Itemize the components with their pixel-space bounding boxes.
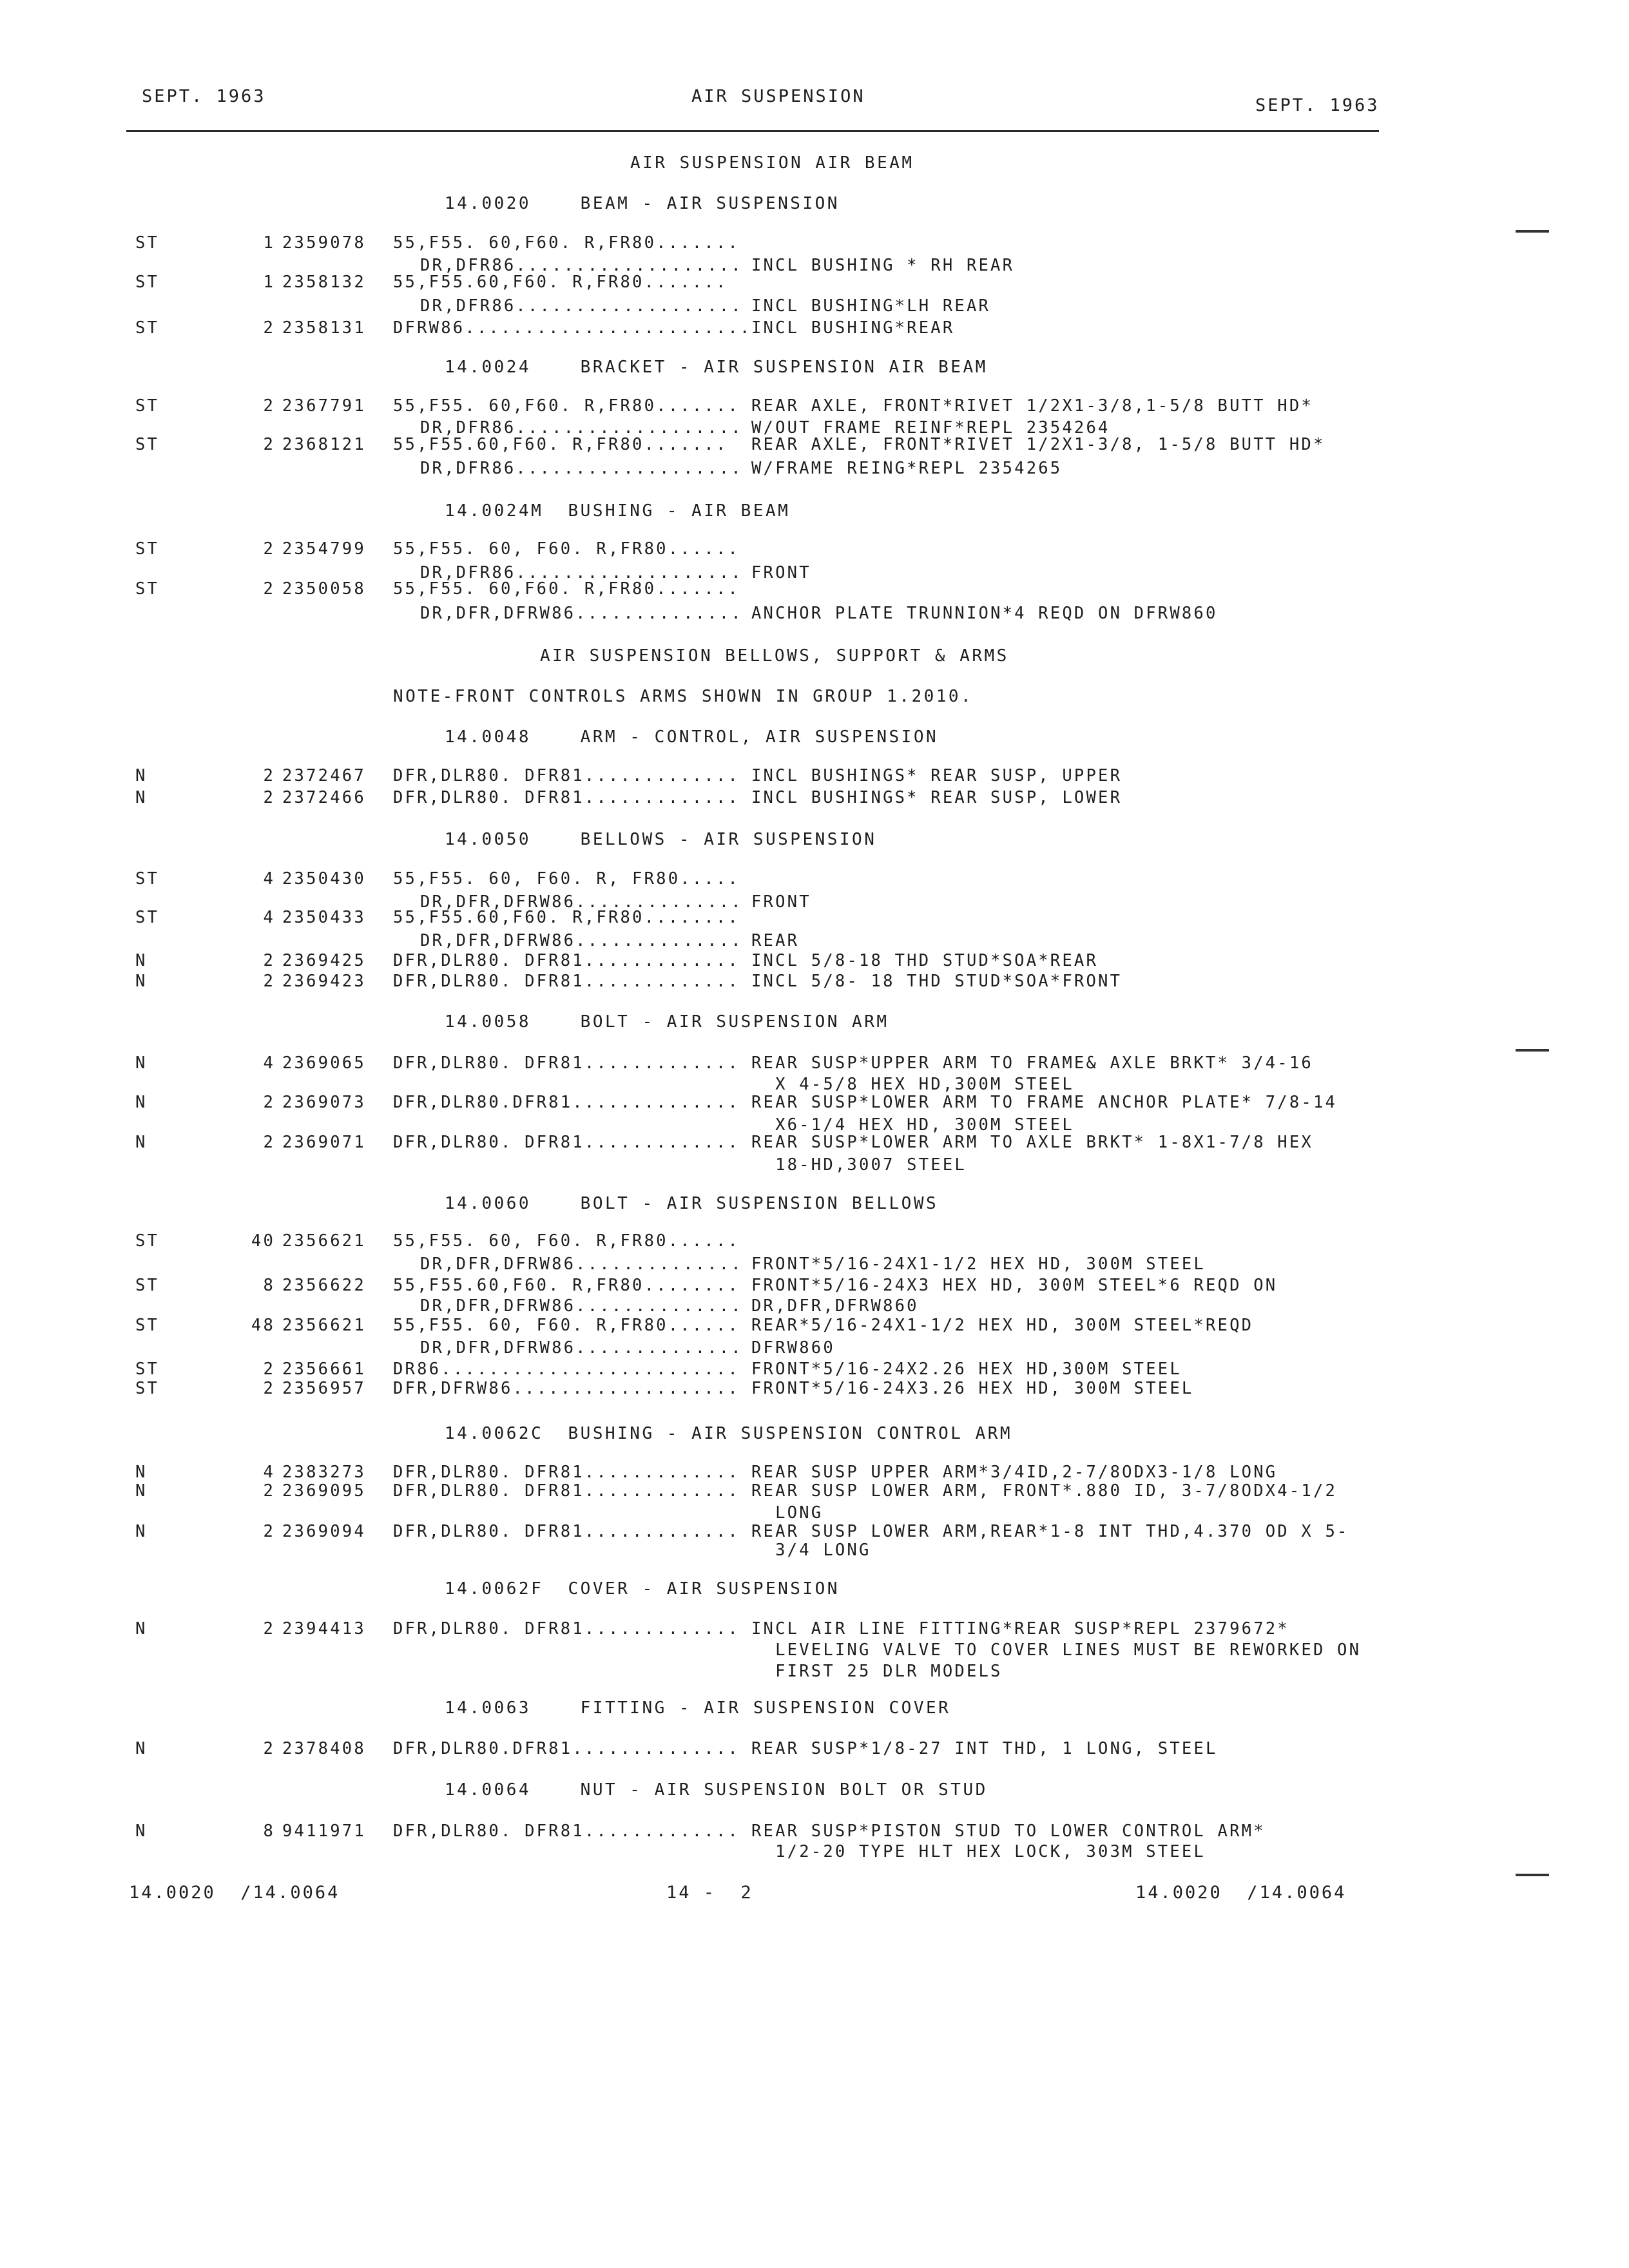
group-title: 14.0024 BRACKET - AIR SUSPENSION AIR BEAM [445,358,988,377]
model-applicability: DR,DFR86................... [420,296,743,316]
section-title-air-beam: AIR SUSPENSION AIR BEAM [630,153,914,173]
quantity: 2 [263,435,275,454]
part-number: 2369095 [282,1481,366,1501]
part-number: 2378408 [282,1739,366,1758]
quantity: 2 [263,1133,275,1152]
part-number: 2356621 [282,1231,366,1251]
model-applicability: 55,F55. 60, F60. R,FR80...... [393,539,740,559]
model-applicability: 55,F55. 60, F60. R,FR80...... [393,1316,740,1335]
quantity: 2 [263,1619,275,1639]
model-applicability: DFR,DLR80. DFR81............. [393,951,740,970]
supply-code: N [135,1133,148,1152]
model-applicability: DR,DFR,DFRW86.............. [420,1296,743,1316]
quantity: 48 [251,1316,275,1335]
quantity: 2 [263,766,275,785]
supply-code: ST [135,233,160,253]
part-description: INCL AIR LINE FITTING*REAR SUSP*REPL 2379672* [751,1619,1289,1639]
part-description: INCL 5/8- 18 THD STUD*SOA*FRONT [751,972,1123,991]
part-description: INCL BUSHING*REAR [751,318,955,338]
part-number: 2394413 [282,1619,366,1639]
supply-code: N [135,1481,148,1501]
model-applicability: DFR,DLR80. DFR81............. [393,766,740,785]
model-applicability: DR,DFR,DFRW86.............. [420,604,743,623]
model-applicability: DFR,DLR80. DFR81............. [393,1821,740,1841]
part-number: 2350433 [282,908,366,927]
part-description: FRONT*5/16-24X2.26 HEX HD,300M STEEL [751,1360,1182,1379]
supply-code: ST [135,579,160,599]
model-applicability: DR,DFR,DFRW86.............. [420,892,743,912]
quantity: 2 [263,539,275,559]
part-description: REAR AXLE, FRONT*RIVET 1/2X1-3/8,1-5/8 BUTT HD* [751,396,1313,416]
quantity: 2 [263,1360,275,1379]
quantity: 2 [263,396,275,416]
part-number: 2367791 [282,396,366,416]
part-number: 2356661 [282,1360,366,1379]
part-number: 2354799 [282,539,366,559]
part-description: DFRW860 [751,1338,835,1358]
group-title: 14.0050 BELLOWS - AIR SUSPENSION [445,830,877,849]
part-number: 2383273 [282,1463,366,1482]
part-description: DR,DFR,DFRW860 [751,1296,919,1316]
supply-code: ST [135,1379,160,1398]
part-description: REAR [751,931,800,950]
part-description: REAR*5/16-24X1-1/2 HEX HD, 300M STEEL*REQD [751,1316,1254,1335]
part-number: 2358132 [282,273,366,292]
part-description: 18-HD,3007 STEEL [751,1155,967,1175]
supply-code: N [135,766,148,785]
header-title: AIR SUSPENSION [691,86,865,106]
header-rule [126,130,1379,132]
model-applicability: DFR,DLR80. DFR81............. [393,1133,740,1152]
part-description: ANCHOR PLATE TRUNNION*4 REQD ON DFRW860 [751,604,1218,623]
group-title: 14.0020 BEAM - AIR SUSPENSION [445,194,840,213]
part-number: 2356622 [282,1276,366,1295]
part-description: REAR SUSP LOWER ARM,REAR*1-8 INT THD,4.370 OD X 5- [751,1522,1349,1541]
quantity: 2 [263,1379,275,1398]
part-description: INCL 5/8-18 THD STUD*SOA*REAR [751,951,1099,970]
group-title: 14.0058 BOLT - AIR SUSPENSION ARM [445,1012,889,1032]
supply-code: N [135,1053,148,1073]
supply-code: ST [135,435,160,454]
part-number: 2350058 [282,579,366,599]
supply-code: N [135,1463,148,1482]
supply-code: N [135,788,148,807]
quantity: 2 [263,1093,275,1112]
supply-code: ST [135,539,160,559]
quantity: 2 [263,972,275,991]
supply-code: N [135,1093,148,1112]
part-number: 2369071 [282,1133,366,1152]
group-title: 14.0062F COVER - AIR SUSPENSION [445,1579,840,1599]
group-title: 14.0024M BUSHING - AIR BEAM [445,501,791,521]
supply-code: N [135,1619,148,1639]
supply-code: ST [135,1316,160,1335]
part-description: REAR SUSP LOWER ARM, FRONT*.880 ID, 3-7/8ODX4-1/2 [751,1481,1338,1501]
note-front-control-arms: NOTE-FRONT CONTROLS ARMS SHOWN IN GROUP 1.2010. [393,687,974,706]
quantity: 2 [263,1481,275,1501]
group-title: 14.0062C BUSHING - AIR SUSPENSION CONTROL ARM [445,1424,1013,1443]
model-applicability: DFR,DLR80. DFR81............. [393,1463,740,1482]
model-applicability: 55,F55.60,F60. R,FR80....... [393,273,728,292]
supply-code: ST [135,869,160,889]
part-number: 2369425 [282,951,366,970]
part-number: 2358131 [282,318,366,338]
model-applicability: DR,DFR,DFRW86.............. [420,931,743,950]
section-title-bellows: AIR SUSPENSION BELLOWS, SUPPORT & ARMS [540,646,1009,666]
model-applicability: DR,DFR,DFRW86.............. [420,1338,743,1358]
model-applicability: DFRW86........................ [393,318,752,338]
part-description: W/FRAME REING*REPL 2354265 [751,459,1063,478]
supply-code: N [135,972,148,991]
supply-code: N [135,1739,148,1758]
part-description: FRONT*5/16-24X3.26 HEX HD, 300M STEEL [751,1379,1194,1398]
quantity: 1 [263,233,275,253]
part-description: LEVELING VALVE TO COVER LINES MUST BE REWORKED ON [751,1640,1362,1660]
part-description: INCL BUSHING*LH REAR [751,296,991,316]
model-applicability: DFR,DLR80. DFR81............. [393,788,740,807]
part-description: 1/2-20 TYPE HLT HEX LOCK, 303M STEEL [751,1842,1206,1861]
part-description: FRONT [751,563,811,582]
supply-code: ST [135,396,160,416]
quantity: 2 [263,318,275,338]
quantity: 2 [263,951,275,970]
quantity: 4 [263,1463,275,1482]
part-description: X 4-5/8 HEX HD,300M STEEL [751,1075,1074,1094]
margin-dash [1516,1874,1549,1876]
part-description: REAR SUSP*1/8-27 INT THD, 1 LONG, STEEL [751,1739,1218,1758]
part-description: REAR SUSP*LOWER ARM TO FRAME ANCHOR PLATE* 7/8-14 [751,1093,1338,1112]
model-applicability: DR,DFR,DFRW86.............. [420,1254,743,1274]
model-applicability: 55,F55. 60,F60. R,FR80....... [393,233,740,253]
model-applicability: DFR,DLR80.DFR81.............. [393,1093,740,1112]
model-applicability: 55,F55.60,F60. R,FR80....... [393,435,728,454]
part-description: INCL BUSHINGS* REAR SUSP, LOWER [751,788,1123,807]
model-applicability: 55,F55. 60, F60. R, FR80..... [393,869,740,889]
part-number: 2372467 [282,766,366,785]
quantity: 40 [251,1231,275,1251]
supply-code: N [135,1522,148,1541]
supply-code: N [135,951,148,970]
model-applicability: DFR,DLR80. DFR81............. [393,972,740,991]
footer-range-right: 14.0020 /14.0064 [1135,1883,1347,1903]
header-date-right: SEPT. 1963 [1255,95,1380,115]
quantity: 2 [263,1739,275,1758]
quantity: 4 [263,1053,275,1073]
part-description: X6-1/4 HEX HD, 300M STEEL [751,1115,1074,1135]
model-applicability: DR86......................... [393,1360,740,1379]
model-applicability: DR,DFR86................... [420,459,743,478]
model-applicability: DFR,DLR80. DFR81............. [393,1619,740,1639]
header-date-left: SEPT. 1963 [142,86,266,106]
part-number: 2368121 [282,435,366,454]
model-applicability: DFR,DFRW86................... [393,1379,740,1398]
model-applicability: DR,DFR86................... [420,418,743,437]
part-description: REAR SUSP UPPER ARM*3/4ID,2-7/8ODX3-1/8 LONG [751,1463,1278,1482]
group-title: 14.0063 FITTING - AIR SUSPENSION COVER [445,1698,951,1718]
part-number: 2350430 [282,869,366,889]
part-description: FIRST 25 DLR MODELS [751,1662,1003,1681]
group-title: 14.0064 NUT - AIR SUSPENSION BOLT OR STUD [445,1780,988,1800]
part-number: 2369094 [282,1522,366,1541]
part-number: 2356957 [282,1379,366,1398]
quantity: 1 [263,273,275,292]
model-applicability: DFR,DLR80. DFR81............. [393,1522,740,1541]
part-number: 2359078 [282,233,366,253]
part-number: 2369073 [282,1093,366,1112]
margin-dash [1516,230,1549,233]
part-number: 9411971 [282,1821,366,1841]
model-applicability: 55,F55. 60,F60. R,FR80....... [393,579,740,599]
model-applicability: 55,F55. 60,F60. R,FR80....... [393,396,740,416]
part-description: INCL BUSHINGS* REAR SUSP, UPPER [751,766,1123,785]
part-description: 3/4 LONG [751,1541,871,1560]
quantity: 8 [263,1276,275,1295]
footer-page-number: 14 - 2 [666,1883,753,1903]
supply-code: ST [135,1360,160,1379]
model-applicability: 55,F55. 60, F60. R,FR80...... [393,1231,740,1251]
model-applicability: DFR,DLR80.DFR81.............. [393,1739,740,1758]
part-description: REAR AXLE, FRONT*RIVET 1/2X1-3/8, 1-5/8 BUTT HD* [751,435,1325,454]
part-description: INCL BUSHING * RH REAR [751,256,1015,275]
model-applicability: 55,F55.60,F60. R,FR80........ [393,1276,740,1295]
supply-code: ST [135,908,160,927]
quantity: 2 [263,788,275,807]
model-applicability: DR,DFR86................... [420,563,743,582]
supply-code: ST [135,273,160,292]
supply-code: ST [135,318,160,338]
supply-code: N [135,1821,148,1841]
part-description: W/OUT FRAME REINF*REPL 2354264 [751,418,1110,437]
part-number: 2356621 [282,1316,366,1335]
quantity: 2 [263,579,275,599]
part-description: FRONT*5/16-24X1-1/2 HEX HD, 300M STEEL [751,1254,1206,1274]
model-applicability: DFR,DLR80. DFR81............. [393,1481,740,1501]
group-title: 14.0060 BOLT - AIR SUSPENSION BELLOWS [445,1194,939,1213]
part-description: REAR SUSP*UPPER ARM TO FRAME& AXLE BRKT* 3/4-16 [751,1053,1313,1073]
quantity: 2 [263,1522,275,1541]
footer-range-left: 14.0020 /14.0064 [129,1883,340,1903]
group-title: 14.0048 ARM - CONTROL, AIR SUSPENSION [445,727,939,747]
model-applicability: DR,DFR86................... [420,256,743,275]
quantity: 4 [263,908,275,927]
margin-dash [1516,1049,1549,1052]
model-applicability: 55,F55.60,F60. R,FR80........ [393,908,740,927]
supply-code: ST [135,1231,160,1251]
supply-code: ST [135,1276,160,1295]
quantity: 8 [263,1821,275,1841]
part-number: 2369423 [282,972,366,991]
part-description: LONG [751,1503,824,1523]
part-description: FRONT*5/16-24X3 HEX HD, 300M STEEL*6 REQD ON [751,1276,1278,1295]
part-description: REAR SUSP*LOWER ARM TO AXLE BRKT* 1-8X1-7/8 HEX [751,1133,1313,1152]
quantity: 4 [263,869,275,889]
part-description: FRONT [751,892,811,912]
part-number: 2372466 [282,788,366,807]
model-applicability: DFR,DLR80. DFR81............. [393,1053,740,1073]
part-number: 2369065 [282,1053,366,1073]
part-description: REAR SUSP*PISTON STUD TO LOWER CONTROL ARM* [751,1821,1266,1841]
